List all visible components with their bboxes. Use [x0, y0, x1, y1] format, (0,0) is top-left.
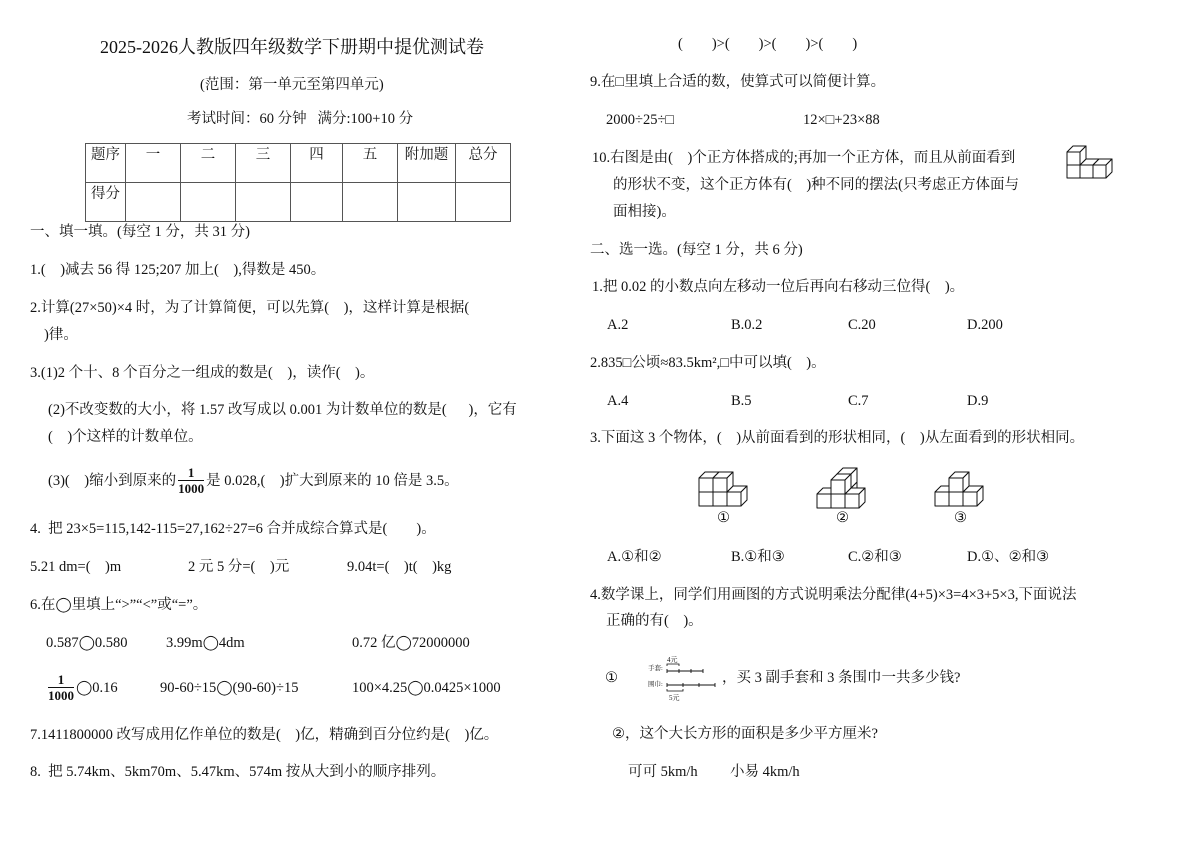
s1-question-2-line1: 2.计算(27×50)×4 时，为了计算简便，可以先算( )，这样计算是根据(	[30, 300, 470, 316]
cube-front-face	[963, 492, 977, 506]
cube-front-face	[1093, 165, 1106, 178]
score-cell	[126, 183, 181, 222]
cube-front-face	[1080, 165, 1093, 178]
cube-front-face	[935, 492, 949, 506]
cube-figure-2	[815, 462, 873, 510]
cube-front-face	[699, 492, 713, 506]
cube-front-face	[949, 492, 963, 506]
option-c: C.7	[848, 393, 869, 409]
score-table-header-cell: 附加题	[398, 144, 456, 183]
cube-front-face	[713, 478, 727, 492]
score-row-label: 得分	[86, 183, 126, 222]
scarves-price-label: 5元	[669, 694, 680, 702]
s2-question-1: 1.把 0.02 的小数点向左移动一位后再向右移动三位得( )。	[592, 279, 965, 295]
option-b: B.①和③	[731, 549, 785, 565]
s1-question-3-part2-line2: ( )个这样的计数单位。	[48, 429, 203, 445]
s1-question-10-line2: 的形状不变，这个正方体有( )种不同的摆法(只考虑正方体面与	[613, 177, 1019, 193]
gloves-brace	[667, 664, 679, 666]
cube-figure-1	[697, 466, 755, 508]
cube-front-face	[727, 492, 741, 506]
score-table-header-cell: 一	[126, 144, 181, 183]
cube-front-face	[1067, 152, 1080, 165]
fraction	[178, 466, 204, 496]
figure-label: ②	[836, 510, 849, 526]
s2-question-3: 3.下面这 3 个物体，( )从前面看到的形状相同，( )从左面看到的形状相同。	[590, 430, 1085, 446]
score-cell	[343, 183, 398, 222]
cube	[949, 472, 969, 492]
section2-heading: 二、选一选。(每空 1 分，共 6 分)	[590, 242, 803, 258]
score-table-header-row	[86, 144, 511, 183]
q8-answer-line: ( )>( )>( )>( )	[678, 36, 858, 52]
option-c: C.②和③	[848, 549, 902, 565]
s1-question-3-part3	[48, 464, 459, 498]
item2-text: ②，这个大长方形的面积是多少平方厘米?	[612, 726, 878, 742]
s1-question-10-line1: 10.右图是由( )个正方体搭成的;再加一个正方体，而且从前面看到	[592, 150, 1016, 166]
cube-front-face	[831, 494, 845, 508]
fraction	[48, 673, 74, 703]
exam-scope: (范围：第一单元至第四单元)	[200, 77, 384, 93]
compare-rest: ◯0.16	[76, 680, 118, 696]
q9-expression: 2000÷25÷□	[606, 112, 675, 128]
gloves-price-label: 4元	[667, 656, 678, 664]
item1-marker: ①	[605, 670, 618, 686]
s1-question-5-item: 9.04t=( )t( )kg	[347, 559, 452, 575]
s1-question-4: 4. 把 23×5=115,142-115=27,162÷27=6 合并成综合算式是( )。	[30, 521, 436, 537]
cube-front-face	[845, 494, 859, 508]
option-d: D.200	[967, 317, 1003, 333]
cube-front-face	[1067, 165, 1080, 178]
s2-question-4-line1: 4.数学课上，同学们用画图的方式说明乘法分配律(4+5)×3=4×3+5×3,下面说法	[590, 587, 1077, 603]
s2-question-4-line2: 正确的有( )。	[606, 613, 703, 629]
compare-item: 100×4.25◯0.0425×1000	[352, 680, 501, 696]
compare-item: 90-60÷15◯(90-60)÷15	[160, 680, 299, 696]
cube-front-face	[713, 492, 727, 506]
speed-label: 小易 4km/h	[730, 764, 800, 780]
option-a: A.2	[607, 317, 629, 333]
score-table	[85, 143, 511, 222]
q9-expression: 12×□+23×88	[803, 112, 880, 128]
score-table-score-row	[86, 183, 511, 222]
option-b: B.0.2	[731, 317, 763, 333]
scarves-label: 围巾:	[648, 681, 663, 688]
exam-time-info: 考试时间：60 分钟 满分:100+10 分	[187, 111, 414, 127]
scarves-brace	[667, 689, 683, 691]
s1-question-3-part2-line1: (2)不改变数的大小，将 1.57 改写成以 0.001 为计数单位的数是( )，它有	[48, 402, 517, 418]
cube-front-face	[817, 494, 831, 508]
option-c: C.20	[848, 317, 876, 333]
compare-item: 0.72 亿◯72000000	[352, 635, 470, 651]
compare-item-fraction	[46, 671, 118, 705]
option-d: D.①、②和③	[967, 549, 1050, 565]
item1-text: ，买 3 副手套和 3 条围巾一共多少钱?	[722, 670, 961, 686]
option-d: D.9	[967, 393, 989, 409]
q3-part3-before: (3)( )缩小到原来的	[48, 473, 177, 489]
s1-question-9-prompt: 9.在□里填上合适的数，使算式可以简便计算。	[590, 74, 886, 90]
score-cell	[181, 183, 236, 222]
compare-item: 3.99m◯4dm	[166, 635, 245, 651]
line-segment-diagram	[648, 654, 720, 704]
score-table-header-cell: 二	[181, 144, 236, 183]
score-table-header-cell: 四	[291, 144, 343, 183]
s1-question-1: 1.( )减去 56 得 125;207 加上( ),得数是 450。	[30, 262, 326, 278]
fraction-numerator: 1	[187, 465, 195, 480]
cube	[831, 474, 851, 494]
score-table-header-cell: 题序	[86, 144, 126, 183]
option-b: B.5	[731, 393, 752, 409]
cube-front-face	[831, 480, 845, 494]
q10-cube-figure	[1065, 140, 1119, 182]
s1-question-8: 8. 把 5.74km、5km70m、5.47km、574m 按从大到小的顺序排列。	[30, 764, 446, 780]
score-table-header-cell: 三	[236, 144, 291, 183]
s1-question-7: 7.1411800000 改写成用亿作单位的数是( )亿，精确到百分位约是( )亿。	[30, 727, 499, 743]
s1-question-3-part1: 3.(1)2 个十、8 个百分之一组成的数是( )，读作( )。	[30, 365, 375, 381]
score-cell	[398, 183, 456, 222]
score-cell	[456, 183, 511, 222]
cube-front-face	[699, 478, 713, 492]
score-cell	[291, 183, 343, 222]
figure-label: ③	[954, 510, 967, 526]
option-a: A.①和②	[607, 549, 662, 565]
s1-question-2-line2: )律。	[44, 327, 78, 343]
cube-front-face	[949, 478, 963, 492]
cube	[713, 472, 733, 492]
option-a: A.4	[607, 393, 629, 409]
gloves-segment-line	[667, 669, 703, 673]
s1-question-5-item: 5.21 dm=( )m	[30, 559, 122, 575]
fraction-denominator: 1000	[178, 481, 205, 496]
gloves-label: 手套:	[648, 665, 663, 672]
speed-label: 可可 5km/h	[628, 764, 698, 780]
score-cell	[236, 183, 291, 222]
cube	[1093, 159, 1112, 178]
s2-question-2: 2.835□公顷≈83.5km²,□中可以填( )。	[590, 355, 826, 371]
score-table-header-cell: 五	[343, 144, 398, 183]
scarves-segment-line	[667, 683, 715, 687]
q3-part3-after: 是 0.028,( )扩大到原来的 10 倍是 3.5。	[206, 473, 459, 489]
figure-label: ①	[717, 510, 730, 526]
s1-question-6-prompt: 6.在◯里填上“>”“<”或“=”。	[30, 597, 208, 613]
cube-figure-3	[933, 466, 991, 508]
score-table-header-cell: 总分	[456, 144, 511, 183]
s1-question-10-line3: 面相接)。	[613, 204, 676, 220]
s1-question-5-item: 2 元 5 分=( )元	[188, 559, 290, 575]
fraction-denominator: 1000	[48, 688, 74, 703]
section1-heading: 一、填一填。(每空 1 分，共 31 分)	[30, 224, 250, 240]
compare-item: 0.587◯0.580	[46, 635, 128, 651]
exam-title: 2025-2026人教版四年级数学下册期中提优测试卷	[100, 37, 484, 57]
cube	[1067, 146, 1086, 165]
fraction-numerator: 1	[57, 672, 65, 687]
